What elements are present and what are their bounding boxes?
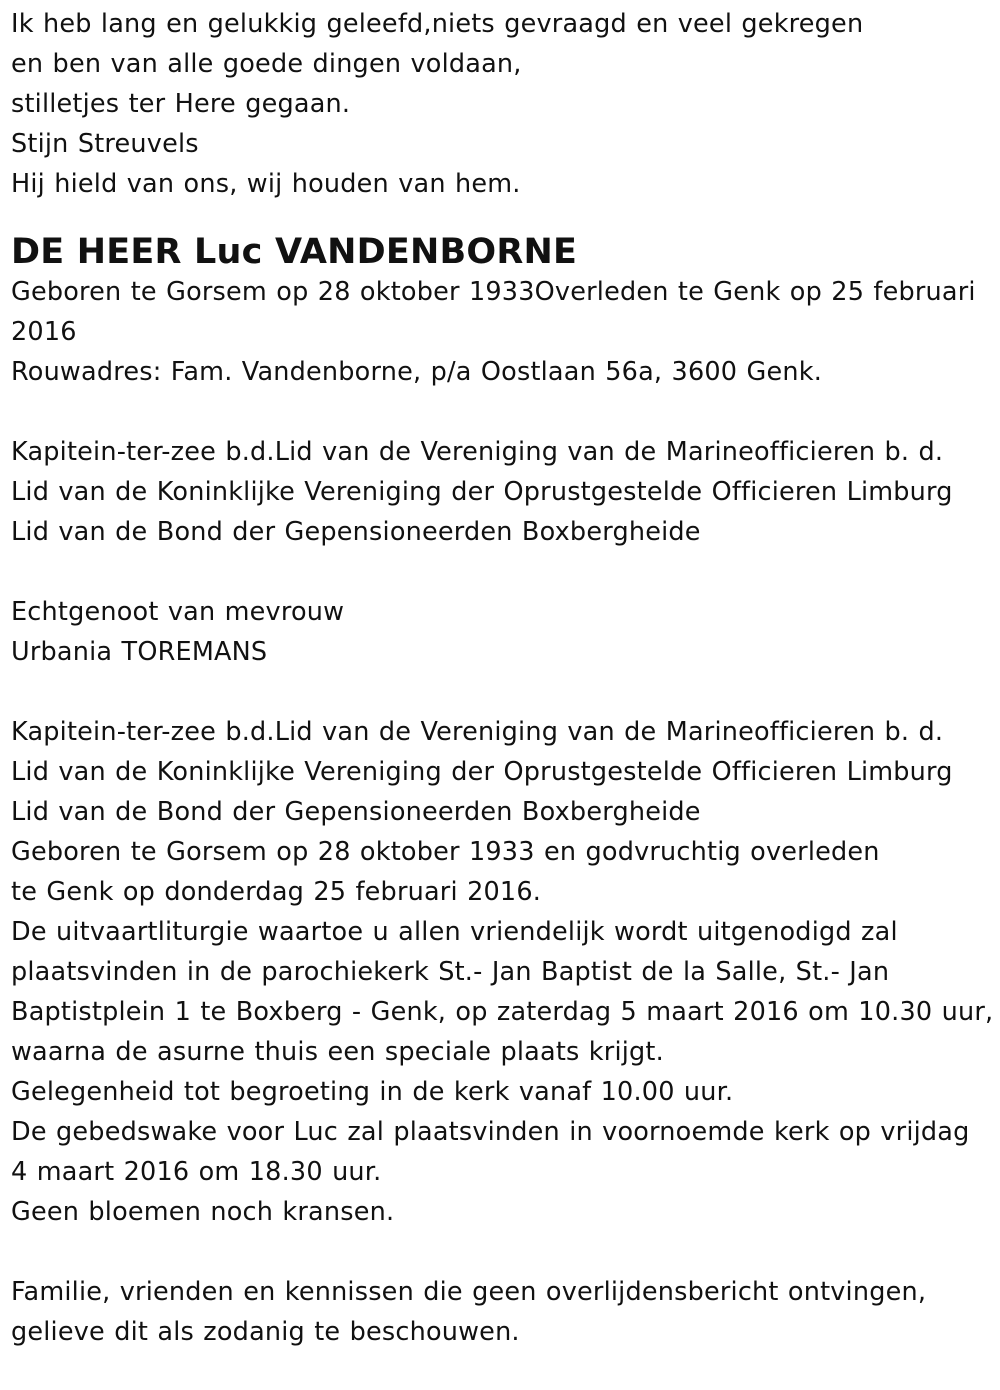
poem-line: en ben van alle goede dingen voldaan, <box>11 49 522 79</box>
spacer <box>11 552 991 592</box>
body-line: waarna de asurne thuis een speciale plaats krijgt. <box>11 1037 664 1067</box>
titles-block <box>11 432 991 552</box>
obituary-document <box>11 4 994 1352</box>
title-line: Lid van de Koninklijke Vereniging der Oprustgestelde Officieren Limburg <box>11 477 953 507</box>
poem-line: stilletjes ter Here gegaan. <box>11 89 351 119</box>
poem-author: Stijn Streuvels <box>11 129 199 159</box>
body-line: Baptistplein 1 te Boxberg - Genk, op zaterdag 5 maart 2016 om 10.30 uur, <box>11 997 994 1027</box>
spouse-block <box>11 592 991 672</box>
body-line: plaatsvinden in de parochiekerk St.- Jan Baptist de la Salle, St.- Jan <box>11 957 890 987</box>
body-line: 4 maart 2016 om 18.30 uur. <box>11 1157 382 1187</box>
closing-block <box>11 1272 991 1352</box>
closing-line: gelieve dit als zodanig te beschouwen. <box>11 1317 520 1347</box>
body-line: Geboren te Gorsem op 28 oktober 1933 en godvruchtig overleden <box>11 837 880 867</box>
title-line: Kapitein-ter-zee b.d.Lid van de Vereniging van de Marineofficieren b. d. <box>11 437 944 467</box>
body-line: Kapitein-ter-zee b.d.Lid van de Vereniging van de Marineofficieren b. d. <box>11 717 944 747</box>
deceased-name: DE HEER Luc VANDENBORNE <box>11 232 578 272</box>
poem-block <box>11 4 991 204</box>
announcement-body <box>11 712 994 1232</box>
birth-death-line: 2016 <box>11 317 77 347</box>
spacer <box>11 672 991 712</box>
body-line: Gelegenheid tot begroeting in de kerk vanaf 10.00 uur. <box>11 1077 734 1107</box>
title-line: Lid van de Bond der Gepensioneerden Boxbergheide <box>11 517 701 547</box>
birth-death-block <box>11 272 991 392</box>
spouse-name: Urbania TOREMANS <box>11 637 268 667</box>
poem-line: Ik heb lang en gelukkig geleefd,niets gevraagd en veel gekregen <box>11 9 864 39</box>
mourning-address: Rouwadres: Fam. Vandenborne, p/a Oostlaan 56a, 3600 Genk. <box>11 357 823 387</box>
spacer <box>11 392 991 432</box>
spacer <box>11 1232 991 1272</box>
body-line: te Genk op donderdag 25 februari 2016. <box>11 877 542 907</box>
spouse-line: Echtgenoot van mevrouw <box>11 597 345 627</box>
body-line: Lid van de Bond der Gepensioneerden Boxbergheide <box>11 797 701 827</box>
spacer <box>11 204 991 232</box>
body-line: Geen bloemen noch kransen. <box>11 1197 395 1227</box>
body-line: De gebedswake voor Luc zal plaatsvinden in voornoemde kerk op vrijdag <box>11 1117 970 1147</box>
body-line: De uitvaartliturgie waartoe u allen vriendelijk wordt uitgenodigd zal <box>11 917 898 947</box>
closing-line: Familie, vrienden en kennissen die geen overlijdensbericht ontvingen, <box>11 1277 927 1307</box>
poem-line: Hij hield van ons, wij houden van hem. <box>11 169 521 199</box>
birth-death-line: Geboren te Gorsem op 28 oktober 1933Overleden te Genk op 25 februari <box>11 277 976 307</box>
body-line: Lid van de Koninklijke Vereniging der Oprustgestelde Officieren Limburg <box>11 757 953 787</box>
